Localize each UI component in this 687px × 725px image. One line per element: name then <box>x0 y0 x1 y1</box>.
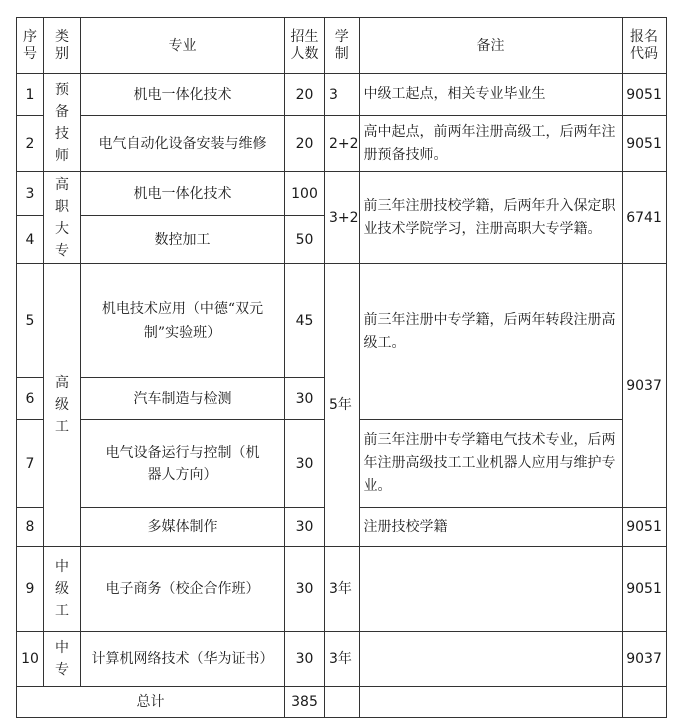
cell-code: 9051 <box>622 508 666 547</box>
cell-major: 机电一体化技术 <box>81 172 285 216</box>
cell-note: 前三年注册中专学籍电气技术专业，后两年注册高级技工工业机器人应用与维护专业。 <box>359 420 622 508</box>
cell-quota: 30 <box>285 420 325 508</box>
total-label: 总计 <box>17 687 285 718</box>
cell-seq: 7 <box>17 420 44 508</box>
enrollment-table <box>16 17 667 718</box>
cell-quota: 45 <box>285 264 325 378</box>
cell-major: 汽车制造与检测 <box>81 378 285 420</box>
cell-seq: 9 <box>17 547 44 632</box>
cell-major: 电气自动化设备安装与维修 <box>81 116 285 172</box>
cell-quota: 20 <box>285 74 325 116</box>
cell-seq: 2 <box>17 116 44 172</box>
cell-major: 电子商务（校企合作班） <box>81 547 285 632</box>
table-row <box>17 116 667 172</box>
cell-note: 注册技校学籍 <box>359 508 622 547</box>
cell-note: 中级工起点，相关专业毕业生 <box>359 74 622 116</box>
cell-years: 3年 <box>325 632 360 687</box>
cell-years: 2+2 <box>325 116 360 172</box>
cell-code: 6741 <box>622 172 666 264</box>
table-row <box>17 172 667 216</box>
cell-quota: 30 <box>285 378 325 420</box>
header-major: 专业 <box>81 18 285 74</box>
header-notes: 备注 <box>359 18 622 74</box>
cell-code: 9037 <box>622 632 666 687</box>
cell-major: 多媒体制作 <box>81 508 285 547</box>
cell-seq: 8 <box>17 508 44 547</box>
category-senior-worker: 高级工 <box>44 264 81 547</box>
cell-major: 机电一体化技术 <box>81 74 285 116</box>
total-empty-notes <box>359 687 622 718</box>
cell-note: 高中起点，前两年注册高级工，后两年注册预备技师。 <box>359 116 622 172</box>
header-category: 类别 <box>44 18 81 74</box>
cell-note: 前三年注册技校学籍，后两年升入保定职业技术学院学习，注册高职大专学籍。 <box>359 172 622 264</box>
category-technical-secondary: 中专 <box>44 632 81 687</box>
cell-quota: 100 <box>285 172 325 216</box>
cell-seq: 4 <box>17 216 44 264</box>
cell-code: 9037 <box>622 264 666 508</box>
table-row <box>17 547 667 632</box>
cell-quota: 30 <box>285 508 325 547</box>
cell-quota: 30 <box>285 632 325 687</box>
cell-major: 电气设备运行与控制（机器人方向） <box>81 420 285 508</box>
header-code: 报名代码 <box>622 18 666 74</box>
table-row <box>17 632 667 687</box>
cell-seq: 10 <box>17 632 44 687</box>
cell-seq: 3 <box>17 172 44 216</box>
total-quota: 385 <box>285 687 325 718</box>
cell-quota: 50 <box>285 216 325 264</box>
cell-code: 9051 <box>622 74 666 116</box>
cell-years: 3+2 <box>325 172 360 264</box>
total-empty-code <box>622 687 666 718</box>
cell-code: 9051 <box>622 116 666 172</box>
table-row <box>17 74 667 116</box>
cell-major: 计算机网络技术（华为证书） <box>81 632 285 687</box>
header-row <box>17 18 667 74</box>
cell-code: 9051 <box>622 547 666 632</box>
cell-quota: 20 <box>285 116 325 172</box>
header-years: 学制 <box>325 18 360 74</box>
cell-seq: 1 <box>17 74 44 116</box>
total-row <box>17 687 667 718</box>
cell-years: 3 <box>325 74 360 116</box>
cell-note <box>359 547 622 632</box>
cell-years: 3年 <box>325 547 360 632</box>
category-intermediate-worker: 中级工 <box>44 547 81 632</box>
category-preparatory-technician: 预备技师 <box>44 74 81 172</box>
header-quota: 招生人数 <box>285 18 325 74</box>
cell-note: 前三年注册中专学籍，后两年转段注册高级工。 <box>359 264 622 420</box>
header-seq: 序号 <box>17 18 44 74</box>
cell-note <box>359 632 622 687</box>
cell-years: 5年 <box>325 264 360 547</box>
cell-quota: 30 <box>285 547 325 632</box>
cell-major: 数控加工 <box>81 216 285 264</box>
cell-major: 机电技术应用（中德“双元制”实验班） <box>81 264 285 378</box>
table-row <box>17 264 667 378</box>
category-higher-vocational: 高职大专 <box>44 172 81 264</box>
cell-seq: 6 <box>17 378 44 420</box>
cell-seq: 5 <box>17 264 44 378</box>
total-empty-years <box>325 687 360 718</box>
